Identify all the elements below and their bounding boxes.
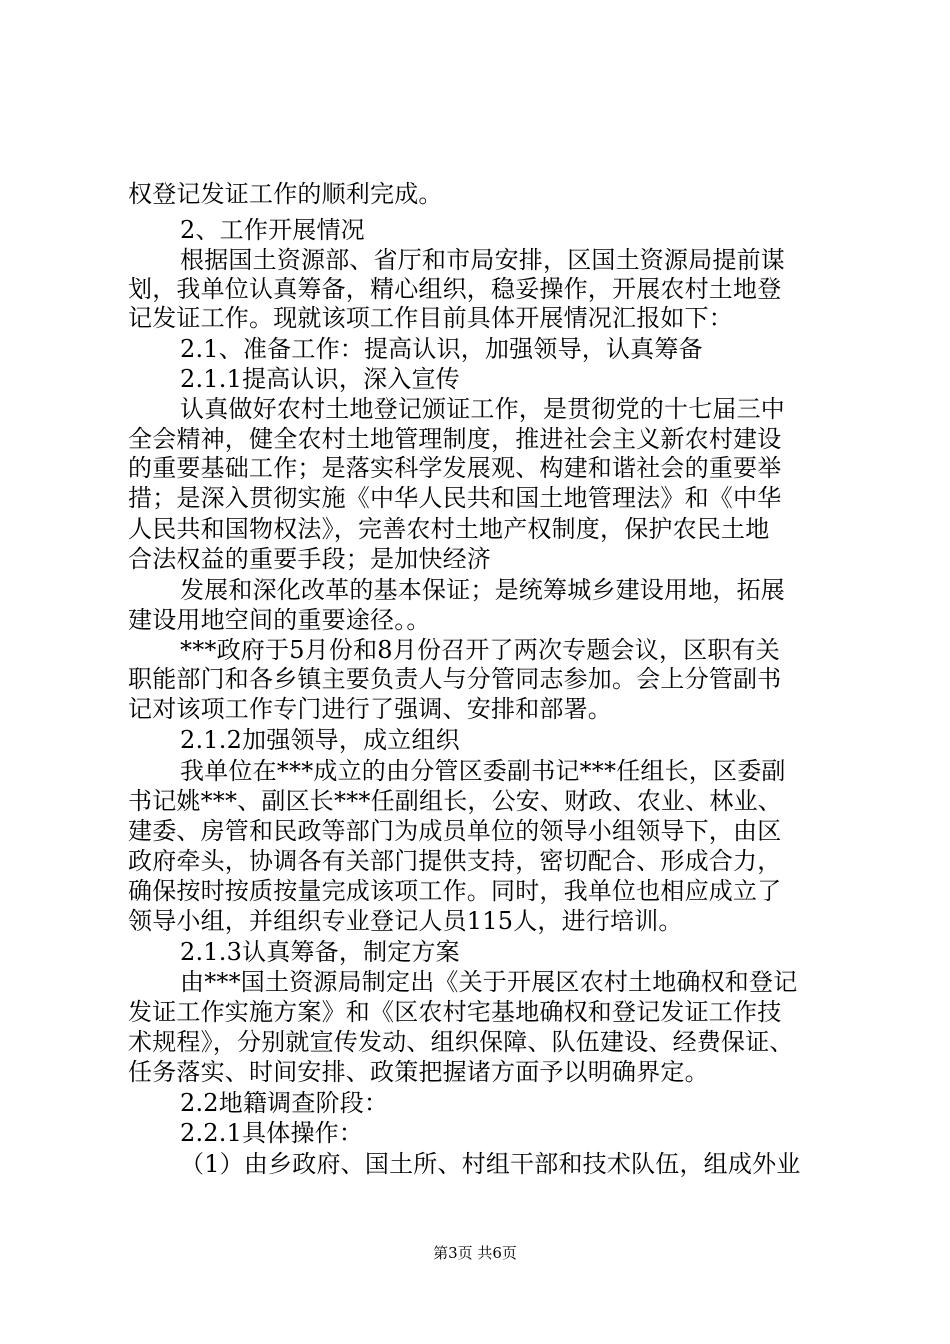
text-line: 2.1、准备工作：提高认识，加强领导，认真筹备: [180, 335, 703, 363]
text-line: 2.2.1具体操作：: [180, 1119, 364, 1147]
text-line: 2.1.3认真筹备，制定方案: [180, 938, 460, 966]
text-line: 2.1.1提高认识，深入宣传: [180, 365, 460, 393]
text-line: 由***国土资源局制定出《关于开展区农村土地确权和登记: [180, 968, 798, 996]
text-line: 2.1.2加强领导，成立组织: [180, 726, 460, 754]
text-line: 建设用地空间的重要途径。。: [128, 606, 431, 634]
text-line: 建委、房管和民政等部门为成员单位的领导小组领导下，由区: [128, 817, 782, 845]
text-line: 术规程》，分别就宣传发动、组织保障、队伍建设、经费保证、: [128, 1028, 794, 1056]
text-line: 我单位在***成立的由分管区委副书记***任组长，区委副: [180, 757, 786, 785]
text-line: （1）由乡政府、国土所、村组干部和技术队伍，组成外业: [180, 1150, 801, 1178]
text-line: 职能部门和各乡镇主要负责人与分管同志参加。会上分管副书: [128, 665, 782, 693]
text-line: 认真做好农村土地登记颁证工作，是贯彻党的十七届三中: [180, 395, 785, 423]
text-line: 发展和深化改革的基本保证；是统筹城乡建设用地，拓展: [180, 576, 785, 604]
text-line: 记对该项工作专门进行了强调、安排和部署。: [128, 695, 612, 723]
text-line: 2.2地籍调查阶段：: [180, 1089, 389, 1117]
text-line: 领导小组，并组织专业登记人员115人，进行培训。: [128, 907, 683, 935]
text-line: 发证工作实施方案》和《区农村宅基地确权和登记发证工作技: [128, 998, 782, 1026]
text-line: ***政府于5月份和8月份召开了两次专题会议，区职有关: [180, 636, 780, 664]
text-line: 2、工作开展情况: [180, 216, 365, 244]
text-line: 人民共和国物权法》，完善农村土地产权制度，保护农民土地: [128, 515, 770, 543]
page-footer: 第3页 共6页: [433, 1244, 517, 1262]
text-line: 措；是深入贯彻实施《中华人民共和国土地管理法》和《中华: [128, 484, 782, 512]
text-line: 全会精神，健全农村土地管理制度，推进社会主义新农村建设: [128, 425, 782, 453]
text-line: 的重要基础工作；是落实科学发展观、构建和谐社会的重要举: [128, 454, 782, 482]
text-line: 根据国土资源部、省厅和市局安排，区国土资源局提前谋: [180, 246, 785, 274]
text-line: 合法权益的重要手段；是加快经济: [128, 545, 491, 573]
text-line: 权登记发证工作的顺利完成。: [128, 180, 443, 208]
text-line: 划，我单位认真筹备，精心组织，稳妥操作，开展农村土地登: [128, 275, 782, 303]
text-line: 书记姚***、副区长***任副组长，公安、财政、农业、林业、: [128, 787, 782, 815]
text-line: 确保按时按质按量完成该项工作。同时，我单位也相应成立了: [128, 877, 782, 905]
text-line: 任务落实、时间安排、政策把握诸方面予以明确界定。: [128, 1058, 709, 1086]
text-line: 政府牵头，协调各有关部门提供支持，密切配合、形成合力，: [128, 847, 782, 875]
text-line: 记发证工作。现就该项工作目前具体开展情况汇报如下：: [128, 304, 733, 332]
